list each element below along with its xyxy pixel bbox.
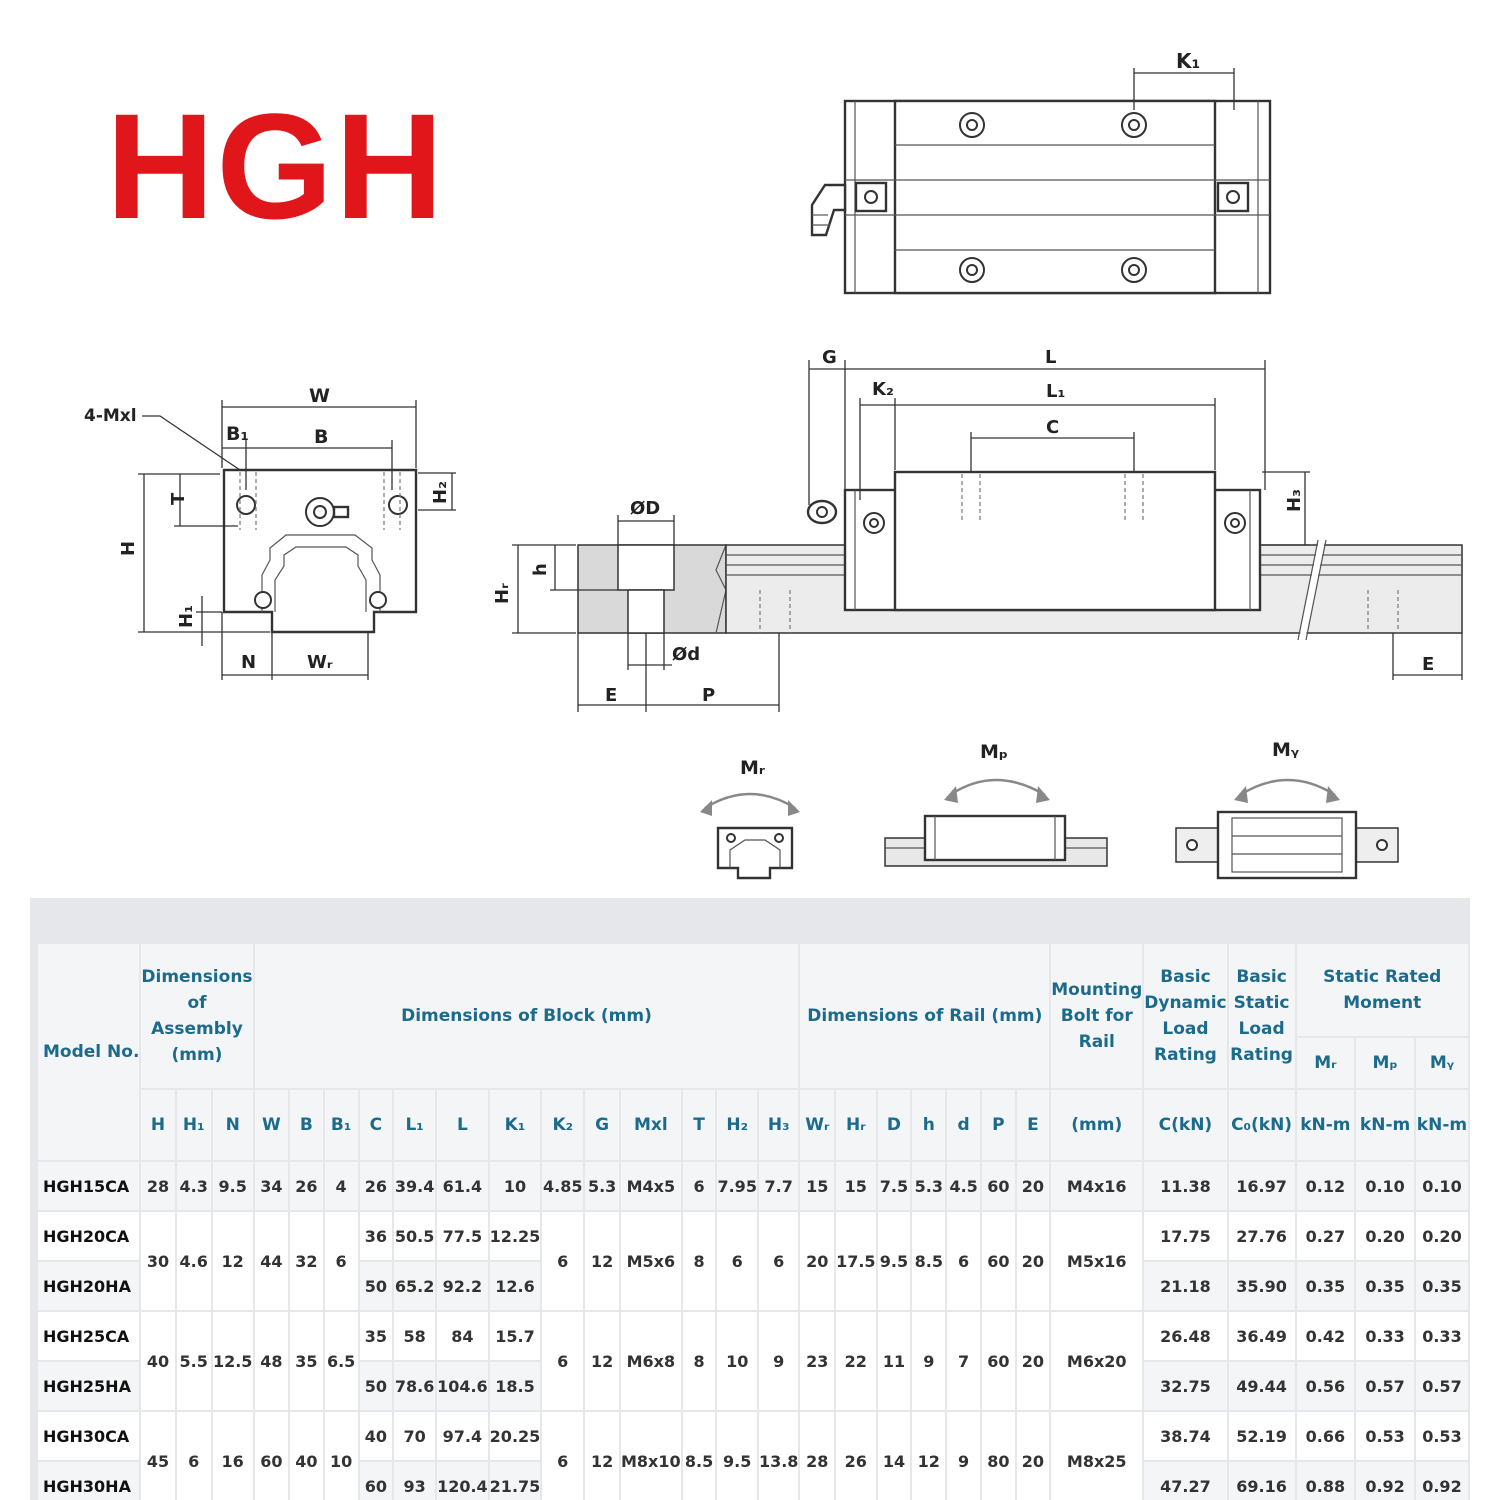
cell-c-kn: 26.48	[1144, 1312, 1226, 1360]
cell-c: 36	[360, 1212, 393, 1260]
cell-mr: 0.42	[1297, 1312, 1355, 1360]
cell-g: 12	[585, 1212, 619, 1310]
cell-c0-kn: 69.16	[1229, 1462, 1295, 1500]
column-symbol-row	[38, 1090, 1468, 1160]
cell-c-kn: 47.27	[1144, 1462, 1226, 1500]
cell-h3: 9	[759, 1312, 798, 1410]
dim-label-h: H	[118, 540, 139, 556]
cell-k2: 6	[542, 1312, 583, 1410]
header-col-8: L	[437, 1090, 488, 1160]
header-col-18: D	[878, 1090, 911, 1160]
dim-label-h1: H₁	[176, 605, 197, 628]
dim-label-od-small: Ød	[672, 644, 701, 665]
cell-h: 45	[141, 1412, 174, 1500]
dim-label-hr: Hᵣ	[492, 583, 513, 604]
cell-my: 0.35	[1416, 1262, 1468, 1310]
cell-w: 48	[255, 1312, 289, 1410]
moment-label-my: Mᵧ	[1272, 739, 1300, 761]
cell-d: 4.5	[947, 1162, 980, 1210]
header-col-27: kN-m	[1356, 1090, 1414, 1160]
cell-wr: 28	[800, 1412, 834, 1500]
header-col-2: N	[213, 1090, 253, 1160]
specification-rows	[38, 1162, 1468, 1500]
moment-label-mp: Mₚ	[980, 741, 1009, 763]
cell-h2: 7.95	[717, 1162, 756, 1210]
cell-l1: 78.6	[394, 1362, 435, 1410]
cell-h: 40	[141, 1312, 174, 1410]
header-col-14: H₂	[717, 1090, 756, 1160]
cell-d: 7	[947, 1312, 980, 1410]
dim-label-b: B	[314, 426, 329, 448]
cell-mr: 0.56	[1297, 1362, 1355, 1410]
dim-label-mxl: 4-Mxl	[84, 406, 137, 426]
cell-c0-kn: 35.90	[1229, 1262, 1295, 1310]
cell-k1: 12.6	[490, 1262, 541, 1310]
cell-n: 12.5	[213, 1312, 253, 1410]
top-view-drawing	[812, 49, 1270, 293]
cell-hr: 17.5	[836, 1212, 875, 1310]
dim-label-k1: K₁	[1176, 49, 1201, 73]
cell-l: 84	[437, 1312, 488, 1360]
cell-l1: 50.5	[394, 1212, 435, 1260]
cell-model: HGH25CA	[38, 1312, 139, 1360]
cell-w: 44	[255, 1212, 289, 1310]
cell-p: 60	[982, 1212, 1015, 1310]
cell-my: 0.92	[1416, 1462, 1468, 1500]
header-col-13: T	[683, 1090, 716, 1160]
cell-l1: 65.2	[394, 1262, 435, 1310]
cell-d: 9.5	[878, 1212, 911, 1310]
cell-l: 61.4	[437, 1162, 488, 1210]
cell-bolt: M8x25	[1051, 1412, 1142, 1500]
cell-c: 50	[360, 1262, 393, 1310]
cell-h3: 7.7	[759, 1162, 798, 1210]
cell-l1: 58	[394, 1312, 435, 1360]
cell-mp: 0.57	[1356, 1362, 1414, 1410]
cell-mr: 0.66	[1297, 1412, 1355, 1460]
header-moment-mr: Mᵣ	[1297, 1038, 1355, 1088]
cell-n: 16	[213, 1412, 253, 1500]
cell-l: 120.4	[437, 1462, 488, 1500]
cell-my: 0.33	[1416, 1312, 1468, 1360]
cell-k2: 4.85	[542, 1162, 583, 1210]
dim-label-g: G	[822, 347, 837, 368]
dim-label-od-large: ØD	[630, 498, 661, 519]
cell-c0-kn: 52.19	[1229, 1412, 1295, 1460]
cell-b: 35	[290, 1312, 323, 1410]
cell-k1: 21.75	[490, 1462, 541, 1500]
cell-bolt: M6x20	[1051, 1312, 1142, 1410]
cell-k2: 6	[542, 1212, 583, 1310]
cell-c: 60	[360, 1462, 393, 1500]
cell-h2: 10	[717, 1312, 756, 1410]
cell-c-kn: 17.75	[1144, 1212, 1226, 1260]
brand-title: HGH	[106, 82, 446, 250]
cell-b1: 4	[325, 1162, 358, 1210]
cell-g: 12	[585, 1312, 619, 1410]
cell-c-kn: 21.18	[1144, 1262, 1226, 1310]
cell-h1: 4.3	[177, 1162, 211, 1210]
cell-bolt: M5x16	[1051, 1212, 1142, 1310]
header-col-3: W	[255, 1090, 289, 1160]
header-col-24: C(kN)	[1144, 1090, 1226, 1160]
cell-wr: 15	[800, 1162, 834, 1210]
cell-mp: 0.10	[1356, 1162, 1414, 1210]
header-assembly-dimensions: Dimensions of Assembly (mm)	[141, 944, 252, 1088]
cell-p: 60	[982, 1162, 1015, 1210]
dim-label-wr: Wᵣ	[307, 652, 333, 673]
moment-diagrams	[700, 739, 1398, 878]
side-view-drawing	[492, 347, 1462, 712]
cell-g: 5.3	[585, 1162, 619, 1210]
cell-h: 5.3	[912, 1162, 945, 1210]
cell-wr: 23	[800, 1312, 834, 1410]
cell-d: 7.5	[878, 1162, 911, 1210]
cell-mxl: M5x6	[621, 1212, 681, 1310]
cell-k1: 10	[490, 1162, 541, 1210]
cell-t: 8	[683, 1212, 716, 1310]
cell-b: 40	[290, 1412, 323, 1500]
cell-n: 9.5	[213, 1162, 253, 1210]
cell-mp: 0.35	[1356, 1262, 1414, 1310]
cell-k2: 6	[542, 1412, 583, 1500]
cell-h2: 6	[717, 1212, 756, 1310]
cell-t: 8	[683, 1312, 716, 1410]
cell-l1: 93	[394, 1462, 435, 1500]
cell-d: 11	[878, 1312, 911, 1410]
header-mounting-bolt: Mounting Bolt for Rail	[1051, 944, 1142, 1088]
cell-h1: 6	[177, 1412, 211, 1500]
dim-label-l: L	[1045, 347, 1057, 368]
cell-model: HGH20CA	[38, 1212, 139, 1260]
cell-c-kn: 11.38	[1144, 1162, 1226, 1210]
dim-label-h2: H₂	[430, 481, 451, 504]
cell-b: 26	[290, 1162, 323, 1210]
cell-model: HGH30CA	[38, 1412, 139, 1460]
cell-c0-kn: 27.76	[1229, 1212, 1295, 1260]
cell-e: 20	[1017, 1412, 1050, 1500]
cell-wr: 20	[800, 1212, 834, 1310]
cell-p: 80	[982, 1412, 1015, 1500]
cell-h3: 13.8	[759, 1412, 798, 1500]
header-col-26: kN-m	[1297, 1090, 1355, 1160]
cell-c: 50	[360, 1362, 393, 1410]
header-col-1: H₁	[177, 1090, 211, 1160]
header-col-17: Hᵣ	[836, 1090, 875, 1160]
cell-w: 34	[255, 1162, 289, 1210]
cell-b1: 10	[325, 1412, 358, 1500]
header-col-25: C₀(kN)	[1229, 1090, 1295, 1160]
cell-c: 40	[360, 1412, 393, 1460]
cell-d: 9	[947, 1412, 980, 1500]
header-col-4: B	[290, 1090, 323, 1160]
cell-e: 20	[1017, 1312, 1050, 1410]
cell-k1: 15.7	[490, 1312, 541, 1360]
cell-l1: 70	[394, 1412, 435, 1460]
dim-label-k2: K₂	[872, 379, 894, 400]
cell-h: 9	[912, 1312, 945, 1410]
cell-d: 14	[878, 1412, 911, 1500]
cell-mp: 0.33	[1356, 1312, 1414, 1360]
cell-c0-kn: 16.97	[1229, 1162, 1295, 1210]
cell-b: 32	[290, 1212, 323, 1310]
moment-label-mr: Mᵣ	[740, 757, 765, 779]
cell-mp: 0.53	[1356, 1412, 1414, 1460]
cell-k1: 20.25	[490, 1412, 541, 1460]
header-col-11: G	[585, 1090, 619, 1160]
table-row	[38, 1212, 1468, 1260]
cell-n: 12	[213, 1212, 253, 1310]
front-view-drawing	[84, 385, 456, 680]
cell-k1: 12.25	[490, 1212, 541, 1260]
cell-hr: 15	[836, 1162, 875, 1210]
cell-g: 12	[585, 1412, 619, 1500]
cell-d: 6	[947, 1212, 980, 1310]
header-col-0: H	[141, 1090, 174, 1160]
specification-table	[36, 942, 1470, 1500]
header-col-28: kN-m	[1416, 1090, 1468, 1160]
cell-model: HGH30HA	[38, 1462, 139, 1500]
cell-hr: 26	[836, 1412, 875, 1500]
cell-p: 60	[982, 1312, 1015, 1410]
cell-h: 8.5	[912, 1212, 945, 1310]
header-model-no: Model No.	[38, 944, 139, 1160]
dim-label-p: P	[702, 685, 716, 706]
header-col-19: h	[912, 1090, 945, 1160]
dim-label-l1: L₁	[1046, 381, 1066, 402]
cell-t: 6	[683, 1162, 716, 1210]
cell-t: 8.5	[683, 1412, 716, 1500]
cell-c: 26	[360, 1162, 393, 1210]
header-col-10: K₂	[542, 1090, 583, 1160]
cell-c-kn: 38.74	[1144, 1412, 1226, 1460]
cell-w: 60	[255, 1412, 289, 1500]
cell-e: 20	[1017, 1162, 1050, 1210]
dim-label-c: C	[1046, 417, 1060, 438]
header-static-moment: Static Rated Moment	[1297, 944, 1468, 1036]
header-col-20: d	[947, 1090, 980, 1160]
header-col-22: E	[1017, 1090, 1050, 1160]
cell-my: 0.57	[1416, 1362, 1468, 1410]
header-col-15: H₃	[759, 1090, 798, 1160]
table-row	[38, 1162, 1468, 1210]
cell-mp: 0.92	[1356, 1462, 1414, 1500]
table-row	[38, 1312, 1468, 1360]
cell-my: 0.20	[1416, 1212, 1468, 1260]
cell-b1: 6	[325, 1212, 358, 1310]
table-row	[38, 1412, 1468, 1460]
cell-my: 0.53	[1416, 1412, 1468, 1460]
header-static-load: Basic Static Load Rating	[1229, 944, 1295, 1088]
cell-bolt: M4x16	[1051, 1162, 1142, 1210]
cell-mxl: M4x5	[621, 1162, 681, 1210]
header-block-dimensions: Dimensions of Block (mm)	[255, 944, 799, 1088]
dim-label-h-small: h	[530, 563, 551, 576]
cell-my: 0.10	[1416, 1162, 1468, 1210]
cell-l: 97.4	[437, 1412, 488, 1460]
cell-h1: 5.5	[177, 1312, 211, 1410]
dim-label-n: N	[241, 652, 257, 673]
cell-h1: 4.6	[177, 1212, 211, 1310]
cell-c0-kn: 36.49	[1229, 1312, 1295, 1360]
cell-c-kn: 32.75	[1144, 1362, 1226, 1410]
cell-l: 104.6	[437, 1362, 488, 1410]
dim-label-e-left: E	[605, 685, 618, 706]
header-col-23: (mm)	[1051, 1090, 1142, 1160]
dim-label-b1: B₁	[226, 423, 249, 445]
specification-table-panel	[30, 898, 1470, 1500]
header-col-21: P	[982, 1090, 1015, 1160]
dim-label-e-right: E	[1422, 654, 1435, 675]
cell-model: HGH25HA	[38, 1362, 139, 1410]
cell-mr: 0.27	[1297, 1212, 1355, 1260]
cell-b1: 6.5	[325, 1312, 358, 1410]
header-col-16: Wᵣ	[800, 1090, 834, 1160]
header-col-7: L₁	[394, 1090, 435, 1160]
cell-mp: 0.20	[1356, 1212, 1414, 1260]
cell-h2: 9.5	[717, 1412, 756, 1500]
cell-l: 92.2	[437, 1262, 488, 1310]
header-col-12: Mxl	[621, 1090, 681, 1160]
cell-h3: 6	[759, 1212, 798, 1310]
cell-mxl: M6x8	[621, 1312, 681, 1410]
cell-model: HGH15CA	[38, 1162, 139, 1210]
cell-model: HGH20HA	[38, 1262, 139, 1310]
header-col-5: B₁	[325, 1090, 358, 1160]
cell-e: 20	[1017, 1212, 1050, 1310]
cell-k1: 18.5	[490, 1362, 541, 1410]
header-rail-dimensions: Dimensions of Rail (mm)	[800, 944, 1049, 1088]
header-col-9: K₁	[490, 1090, 541, 1160]
cell-h: 28	[141, 1162, 174, 1210]
dim-label-w: W	[309, 385, 330, 407]
header-moment-mp: Mₚ	[1356, 1038, 1414, 1088]
cell-l: 77.5	[437, 1212, 488, 1260]
header-moment-my: Mᵧ	[1416, 1038, 1468, 1088]
cell-mxl: M8x10	[621, 1412, 681, 1500]
cell-mr: 0.12	[1297, 1162, 1355, 1210]
cell-mr: 0.35	[1297, 1262, 1355, 1310]
cell-hr: 22	[836, 1312, 875, 1410]
cell-c: 35	[360, 1312, 393, 1360]
cell-c0-kn: 49.44	[1229, 1362, 1295, 1410]
header-dynamic-load: Basic Dynamic Load Rating	[1144, 944, 1226, 1088]
cell-h: 12	[912, 1412, 945, 1500]
cell-h: 30	[141, 1212, 174, 1310]
header-col-6: C	[360, 1090, 393, 1160]
dim-label-h3: H₃	[1284, 489, 1305, 512]
cell-l1: 39.4	[394, 1162, 435, 1210]
dim-label-t: T	[168, 492, 189, 505]
cell-mr: 0.88	[1297, 1462, 1355, 1500]
